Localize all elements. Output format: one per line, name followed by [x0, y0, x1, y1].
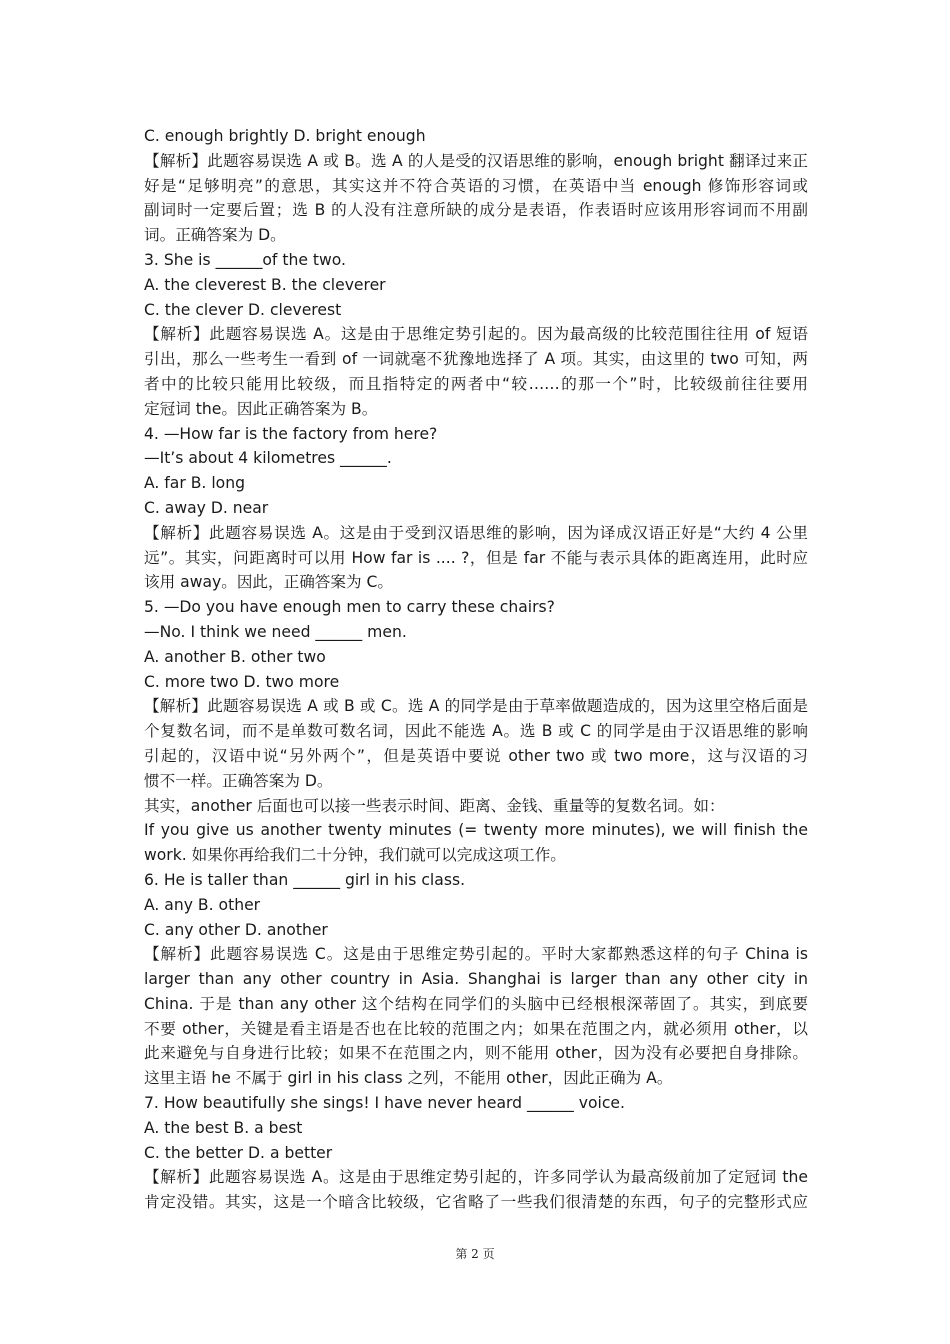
- text-line: 【解析】此题容易误选 A。这是由于思维定势引起的。因为最高级的比较范围往往用 of 短语: [144, 325, 808, 344]
- option-line: C. more two D. two more: [144, 672, 340, 691]
- text-line: larger than any other country in Asia. Shanghai is larger than any other city in: [144, 970, 808, 989]
- option-line: A. another B. other two: [144, 647, 326, 666]
- option-line: A. the cleverest B. the cleverer: [144, 275, 386, 294]
- text-line: 不要 other，关键是看主语是否也在比较的范围之内；如果在范围之内，就必须用 other，以: [144, 1019, 808, 1038]
- document-body: [144, 124, 808, 1215]
- text-line: 肯定没错。其实，这是一个暗含比较级，它省略了一些我们很清楚的东西，句子的完整形式应: [144, 1193, 808, 1212]
- text-line: 词。正确答案为 D。: [144, 226, 286, 245]
- text-line: 引出，那么一些考生一看到 of 一词就毫不犹豫地选择了 A 项。其实，由这里的 two 可知，两: [144, 350, 808, 369]
- question-line: 7. How beautifully she sings! I have never heard ______ voice.: [144, 1094, 625, 1113]
- option-line: C. the better D. a better: [144, 1143, 333, 1162]
- text-line: 【解析】此题容易误选 A 或 B。选 A 的人是受的汉语思维的影响，enough bright 翻译过来正: [144, 151, 808, 170]
- question-line: 4. —How far is the factory from here?: [144, 424, 438, 443]
- text-line: China. 于是 than any other 这个结构在同学们的头脑中已经根根深蒂固了。其实，到底要: [144, 994, 808, 1013]
- option-line: A. any B. other: [144, 895, 261, 914]
- text-line: C. enough brightly D. bright enough: [144, 127, 426, 145]
- option-line: C. the clever D. cleverest: [144, 300, 342, 319]
- question-line: 5. —Do you have enough men to carry these chairs?: [144, 598, 555, 617]
- text-line: 者中的比较只能用比较级，而且指特定的两者中“较……的那一个”时，比较级前往往要用: [144, 374, 808, 393]
- text-line: 副词时一定要后置；选 B 的人没有注意所缺的成分是表语，作表语时应该用形容词而不用副: [144, 201, 808, 220]
- text-line: 这里主语 he 不属于 girl in his class 之列，不能用 other，因此正确为 A。: [144, 1069, 673, 1088]
- text-line: 好是“足够明亮”的意思，其实这并不符合英语的习惯，在英语中当 enough 修饰形容词或: [144, 176, 808, 195]
- option-line: C. any other D. another: [144, 920, 328, 939]
- question-line: 6. He is taller than ______ girl in his class.: [144, 870, 466, 889]
- text-line: If you give us another twenty minutes (= twenty more minutes), we will finish the: [144, 821, 808, 840]
- page-number: 第 2 页: [455, 1247, 495, 1261]
- text-line: 【解析】此题容易误选 A 或 B 或 C。选 A 的同学是由于草率做题造成的，因为这里空格后面是: [144, 697, 808, 716]
- option-line: A. far B. long: [144, 474, 245, 493]
- text-line: 【解析】此题容易误选 A。这是由于思维定势引起的，许多同学认为最高级前加了定冠词 the: [144, 1168, 808, 1187]
- text-line: 定冠词 the。因此正确答案为 B。: [144, 399, 378, 418]
- text-line: 远”。其实，问距离时可以用 How far is .... ?，但是 far 不能与表示具体的距离连用，此时应: [144, 548, 808, 567]
- text-line: 此来避免与自身进行比较；如果不在范围之内，则不能用 other，因为没有必要把自身排除。: [144, 1044, 808, 1063]
- text-line: 个复数名词，而不是单数可数名词，因此不能选 A。选 B 或 C 的同学是由于汉语思维的影响: [144, 722, 808, 741]
- text-line: work. 如果你再给我们二十分钟，我们就可以完成这项工作。: [144, 846, 566, 865]
- text-line: 【解析】此题容易误选 A。这是由于受到汉语思维的影响，因为译成汉语正好是“大约 4 公里: [144, 523, 808, 542]
- text-line: 其实，another 后面也可以接一些表示时间、距离、金钱、重量等的复数名词。如：: [144, 796, 725, 815]
- text-line: 【解析】此题容易误选 C。这是由于思维定势引起的。平时大家都熟悉这样的句子 China is: [144, 945, 808, 964]
- text-line: 惯不一样。正确答案为 D。: [144, 771, 333, 790]
- option-line: C. away D. near: [144, 498, 269, 517]
- text-line: 引起的，汉语中说“另外两个”，但是英语中要说 other two 或 two more，这与汉语的习: [144, 746, 808, 765]
- text-line: 该用 away。因此，正确答案为 C。: [144, 573, 394, 592]
- question-line: 3. She is ______of the two.: [144, 250, 346, 269]
- question-line: —No. I think we need ______ men.: [144, 622, 407, 641]
- question-line: —It’s about 4 kilometres ______.: [144, 449, 392, 468]
- option-line: A. the best B. a best: [144, 1118, 303, 1137]
